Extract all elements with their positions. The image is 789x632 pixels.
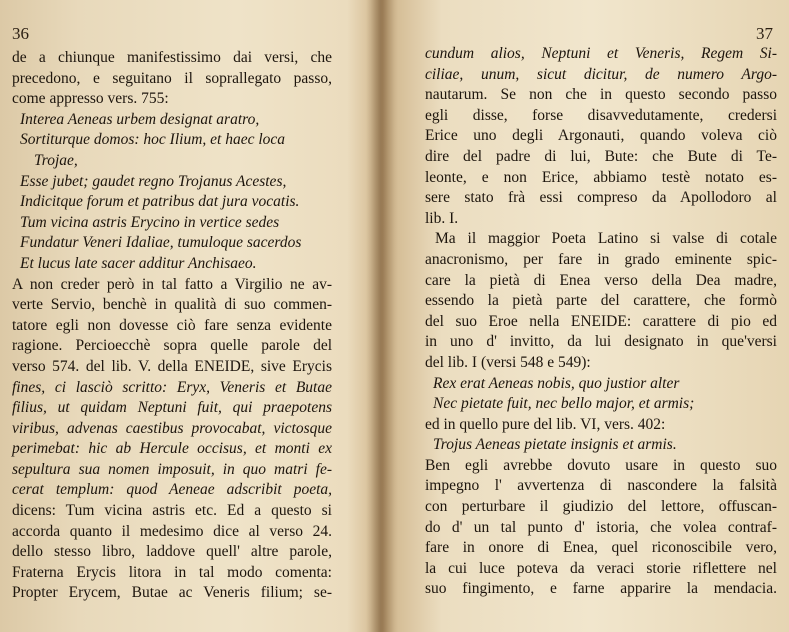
text-line: viribus, advenas caestibus provocabat, victosque	[12, 419, 332, 437]
verse-line: Indicitque forum et patribus dat jura vocatis.	[20, 193, 300, 211]
text-line: ed in quello pure del lib. VI, vers. 402:	[425, 415, 666, 433]
text-line: essendo la pietà parte del carattere, che formò	[425, 292, 777, 310]
left-page-text	[12, 48, 332, 604]
text-line: verso 574. del lib. V. della ENEIDE, sive Erycis	[12, 357, 332, 375]
text-line: dicens: Tum vicina astris etc. Ed a questo si	[12, 502, 332, 520]
text-line: ragione. Percioecchè sopra quelle parole del	[12, 337, 332, 355]
text-line: verte Servio, benchè in qualità di suo commen-	[12, 296, 332, 314]
right-page	[395, 0, 789, 632]
text-line: ciliae, unum, sicut dicitur, de numero Argo-	[425, 65, 777, 83]
verse-line: Sortiturque domos: hoc Ilium, et haec loca	[20, 131, 286, 149]
text-line: cundum alios, Neptuni et Veneris, Regem Si-	[425, 45, 777, 62]
text-line: suo fingimento, e farne apparire la mendacia.	[425, 580, 777, 598]
text-line: Ma il maggior Poeta Latino si valse di cotale	[435, 230, 777, 248]
verse-line: Trojus Aeneas pietate insignis et armis.	[433, 436, 677, 454]
verse-line: Esse jubet; gaudet regno Trojanus Acestes,	[20, 172, 287, 190]
text-line: sepultura sua nomen imposuit, in quo matri fe-	[12, 460, 332, 478]
text-line: sere stato frà essi compreso da Apollodoro al	[425, 189, 777, 207]
right-page-text	[425, 44, 777, 600]
text-line: lib. I.	[425, 209, 459, 227]
text-line: do d' un tal punto d' istoria, che volea contraf-	[425, 518, 777, 536]
text-line: perimebat: hic ab Hercule occisus, et monti ex	[12, 440, 332, 458]
verse-line: Tum vicina astris Erycino in vertice sedes	[20, 213, 280, 231]
text-line: accorda quanto il medesimo dice al verso 24.	[12, 522, 332, 540]
text-line: A non creder però in tal fatto a Virgilio ne av-	[12, 275, 332, 293]
text-line: la cui luce poteva da veraci storie riflettere nel	[425, 559, 777, 577]
text-line: fines, ci lasciò scritto: Eryx, Veneris et Butae	[12, 378, 332, 396]
verse-line: Et lucus late sacer additur Anchisaeo.	[20, 254, 257, 272]
left-page	[0, 0, 372, 632]
verse-line: Fundatur Veneri Idaliae, tumuloque sacerdos	[20, 234, 302, 252]
text-line: in uno d' invitto, da lui designato in que'versi	[425, 333, 777, 351]
text-line: impegno l' avvertenza di nascondere la falsità	[425, 477, 777, 495]
text-line: nautarum. Se non che in questo secondo passo	[425, 86, 777, 104]
verse-line: Trojae,	[34, 151, 78, 169]
page-number-left: 36	[12, 24, 29, 43]
text-line: de a chiunque manifestissimo dai versi, che	[12, 49, 332, 66]
page-number-right: 37	[756, 24, 773, 43]
text-line: fare in onore di Enea, quel riconoscibile vero,	[425, 539, 777, 557]
text-line: del suo Eroe nella ENEIDE: carattere di pio ed	[425, 312, 777, 330]
text-line: Ben egli avrebbe dovuto usare in questo suo	[425, 456, 777, 474]
text-line: Fraterna Erycis litora in tal modo comenta:	[12, 563, 332, 581]
text-line: dello stesso libro, laddove quell' altre parole,	[12, 543, 332, 561]
text-line: tatore egli non dovesse ciò fare senza evidente	[12, 316, 332, 334]
text-line: come appresso vers. 755:	[12, 90, 169, 108]
text-line: cerat templum: quod Aeneae adscribit poeta,	[12, 481, 332, 499]
verse-line: Nec pietate fuit, nec bello major, et armis;	[433, 395, 695, 413]
text-line: Erice uno degli Argonauti, quando voleva ciò	[425, 127, 777, 145]
text-line: precedono, e seguitano il soprallegato passo,	[12, 69, 332, 87]
verse-line: Rex erat Aeneas nobis, quo justior alter	[433, 374, 680, 392]
text-line: anacronismo, per fare in grado eminente spic-	[425, 250, 777, 268]
text-line: care la pietà di Enea verso della Dea madre,	[425, 271, 777, 289]
text-line: del lib. I (versi 548 e 549):	[425, 353, 591, 371]
text-line: con perturbare il giudizio del lettore, offuscan-	[425, 498, 777, 516]
text-line: Propter Erycem, Butae ac Veneris filium; se-	[12, 584, 332, 602]
text-line: egli disse, forse disavvedutamente, credersi	[425, 106, 777, 124]
text-line: filius, ut quidam Neptuni fuit, qui praepotens	[12, 399, 332, 417]
text-line: leonte, e non Erice, abbiamo testè notato es-	[425, 168, 777, 186]
verse-line: Interea Aeneas urbem designat aratro,	[20, 110, 260, 128]
text-line: dire del padre di lui, Bute: che Bute di Te-	[425, 147, 777, 165]
